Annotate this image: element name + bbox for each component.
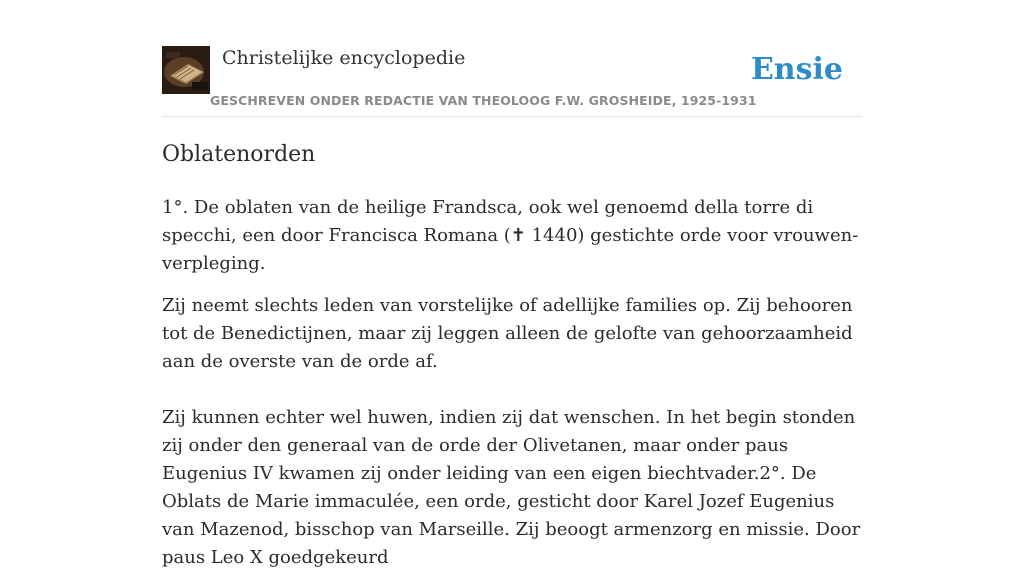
- article-paragraph: Zij kunnen echter wel huwen, indien zij dat wenschen. In het begin stonden zij onder den generaal van de orde der Olivetanen, maar onder paus Eugenius IV kwamen zij onder leiding van een eigen biechtvader.2°. De Oblats de Marie immaculée, een orde, gesticht door Karel Jozef Eugenius van Mazenod, bisschop van Marseille. Zij beoogt armenzorg en missie. Door paus Leo X goedgekeurd: [162, 407, 861, 568]
- article-title: Oblatenorden: [162, 142, 316, 167]
- ensie-logo[interactable]: Ensie: [750, 52, 843, 87]
- article-paragraph: Zij neemt slechts leden van vorstelijke of adellijke families op. Zij behooren tot de Benedictijnen, maar zij leggen alleen de gelofte van gehoorzaamheid aan de overste van de orde af.: [162, 295, 853, 372]
- article-paragraph: 1°. De oblaten van de heilige Frandsca, ook wel genoemd della torre di specchi, een door Francisca Romana (✝ 1440) gestichte orde voor vrouwen-verpleging.: [162, 197, 859, 274]
- paragraph-spacer: [162, 376, 862, 404]
- site-subtitle: GESCHREVEN ONDER REDACTIE VAN THEOLOOG F.W. GROSHEIDE, 1925-1931: [210, 93, 757, 108]
- article: [162, 138, 862, 586]
- book-photo-icon[interactable]: [162, 46, 210, 94]
- site-title[interactable]: Christelijke encyclopedie: [222, 47, 466, 69]
- site-header: [162, 46, 862, 117]
